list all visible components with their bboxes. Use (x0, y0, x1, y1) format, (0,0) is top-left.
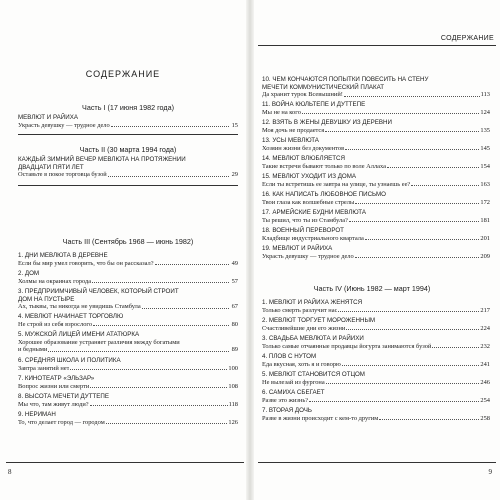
toc-chapter-title: 9. НЕРИМАН (18, 411, 56, 418)
divider (18, 185, 238, 186)
toc-subtitle: Если ты встретишь ее завтра на улице, ты узнаешь ее? (262, 180, 411, 188)
toc-chapter-title: 1. ДНИ МЕВЛЮТА В ДЕРЕВНЕ (18, 252, 108, 259)
toc-chapter-title: 2. ДОМ (18, 270, 40, 277)
toc-entry (262, 353, 490, 368)
toc-chapter-title: 17. АРМЕЙСКИЕ БУДНИ МЕВЛЮТА (262, 209, 366, 216)
toc-entry (262, 245, 490, 260)
toc-entry (262, 407, 490, 422)
toc-page-number: 241 (480, 360, 490, 368)
toc-subtitle: Разве в жизни происходит с кем-то другим (262, 414, 379, 422)
book-gutter (246, 0, 254, 500)
toc-subtitle: Украсть девушку — трудное дело (18, 121, 110, 129)
toc-subtitle: Еда вкусная, хоть я и говорю (262, 360, 341, 368)
toc-subtitle: Такие встречи бывают только по воле Аллаха (262, 162, 386, 170)
toc-entry (18, 331, 238, 354)
toc-chapter-title: 2. МЕВЛЮТ ТОРГУЕТ МОРОЖЕННЫМ (262, 317, 376, 324)
toc-page-number: 209 (480, 252, 490, 260)
toc-chapter-title: 14. МЕВЛЮТ ВЛЮБЛЯЕТСЯ (262, 155, 345, 162)
toc-entry (18, 313, 238, 328)
toc-entry (262, 137, 490, 152)
toc-chapter-title-cont: ДВАДЦАТИ ПЯТИ ЛЕТ (18, 163, 84, 171)
toc-subtitle: Хорошее образование устраняет различия между богатыми (18, 338, 180, 346)
toc-page-number: 145 (480, 144, 490, 152)
toc-subtitle: Вопрос жизни или смерти (18, 382, 90, 390)
toc-entry (262, 227, 490, 242)
toc-page-number: 100 (228, 364, 238, 372)
toc-page-number: 124 (480, 108, 490, 116)
toc-page-number: 89 (231, 346, 238, 354)
toc-entry (18, 252, 238, 267)
toc-chapter-title: 7. ВТОРАЯ ДОЧЬ (262, 407, 312, 414)
toc-entry (18, 375, 238, 390)
toc-entry (18, 270, 238, 285)
toc-chapter-title: 4. МЕВЛЮТ НАЧИНАЕТ ТОРГОВЛЮ (18, 313, 124, 320)
toc-chapter-title-cont: МЕЧЕТИ КОММУНИСТИЧЕСКИЙ ПЛАКАТ (262, 83, 385, 91)
toc-page-number: 15 (231, 121, 238, 129)
toc-chapter-title: МЕВЛЮТ И РАЙИХА (18, 114, 78, 121)
toc-subtitle: Хозяин жизни без документов (262, 144, 345, 152)
toc-chapter-title: 10. ЧЕМ КОНЧАЮТСЯ ПОПЫТКИ ПОВЕСИТЬ НА СТЕНУ (262, 76, 429, 83)
part-heading-1: Часть I (17 июня 1982 года) (82, 103, 174, 112)
toc-chapter-title: 3. ПРЕДПРИИМЧИВЫЙ ЧЕЛОВЕК, КОТОРЫЙ СТРОИТ (18, 288, 179, 295)
toc-subtitle: Да хранит турок Всевышний! (262, 91, 343, 99)
toc-entry (262, 101, 490, 116)
page-number-right: 9 (488, 468, 492, 476)
part-heading-2: Часть II (30 марта 1994 года) (79, 145, 177, 154)
toc-chapter-title: 3. СВАДЬБА МЕВЛЮТА И РАЙИХИ (262, 335, 364, 342)
toc-entry (18, 114, 238, 129)
toc-page-number: 254 (480, 396, 490, 404)
toc-subtitle: Мы что, там живут люди? (18, 400, 89, 408)
toc-subtitle: Только самые отчаянные продавцы йогурта занимаются бузой (262, 342, 432, 350)
toc-subtitle: Холмы на окраинах города (18, 277, 92, 285)
part-heading-3: Часть III (Сентябрь 1968 — июнь 1982) (62, 237, 194, 246)
toc-title: СОДЕРЖАНИЕ (85, 69, 161, 79)
toc-entry (262, 191, 490, 206)
toc-subtitle: Если бы мир умел говорить, что бы он рассказал? (18, 259, 154, 267)
toc-chapter-title: 15. МЕВЛЮТ УХОДИТ ИЗ ДОМА (262, 173, 356, 180)
toc-chapter-title: 1. МЕВЛЮТ И РАЙИХА ЖЕНЯТСЯ (262, 299, 363, 306)
toc-page-number: 246 (480, 378, 490, 386)
toc-entry (18, 411, 238, 426)
toc-page-number: 232 (480, 342, 490, 350)
toc-chapter-title: 6. СРЕДНЯЯ ШКОЛА И ПОЛИТИКА (18, 357, 121, 364)
toc-page-number: 172 (480, 198, 490, 206)
toc-subtitle: Моя дочь не продается (262, 126, 325, 134)
toc-entry (262, 299, 490, 314)
toc-subtitle-cont: и бедными (18, 346, 48, 354)
toc-entry (262, 389, 490, 404)
toc-page-number: 118 (228, 400, 238, 408)
footer-rule (6, 462, 244, 463)
toc-chapter-title: 11. ВОЙНА КЮЛЬТЕПЕ И ДУТТЕПЕ (262, 101, 366, 108)
toc-page-number: 29 (231, 171, 238, 179)
toc-entry (262, 209, 490, 224)
running-head: СОДЕРЖАНИЕ (440, 35, 494, 42)
toc-entry (262, 119, 490, 134)
toc-subtitle: Разве это жизнь? (262, 396, 309, 404)
toc-page-number: 217 (480, 306, 490, 314)
toc-page-number: 57 (231, 277, 238, 285)
toc-subtitle: Только смерть разлучит нас (262, 306, 338, 314)
toc-chapter-title: 8. ВЫСОТА МЕЧЕТИ ДУТТЕПЕ (18, 393, 109, 400)
part-heading-4: Часть IV (Июнь 1982 — март 1994) (313, 284, 431, 293)
toc-page-number: 258 (480, 414, 490, 422)
toc-entry (18, 156, 238, 179)
toc-page-number: 49 (231, 259, 238, 267)
toc-chapter-title: 6. САМИХА СБЕГАЕТ (262, 389, 325, 396)
toc-subtitle: Ты решил, что ты из Стамбула? (262, 216, 348, 224)
divider (18, 134, 238, 135)
page-number-left: 8 (8, 468, 12, 476)
toc-page-number: 67 (231, 303, 238, 311)
toc-subtitle: Не строй из себя взрослого (18, 320, 93, 328)
toc-page-number: 224 (480, 324, 490, 332)
toc-subtitle: Счастливейшие дни его жизни (262, 324, 346, 332)
toc-chapter-title: 5. МЕВЛЮТ СТАНОВИТСЯ ОТЦОМ (262, 371, 365, 378)
toc-subtitle: Мы не на кого (262, 108, 301, 116)
toc-chapter-title: 19. МЕВЛЮТ И РАЙИХА (262, 245, 333, 252)
toc-chapter-title: 16. КАК НАПИСАТЬ ЛЮБОВНОЕ ПИСЬМО (262, 191, 386, 198)
toc-subtitle: То, что делает город — городом (18, 418, 105, 426)
toc-page-number: 181 (480, 216, 490, 224)
footer-rule (258, 462, 496, 463)
toc-subtitle: Кладбище индустриального квартала (262, 234, 364, 242)
toc-page-number: 80 (231, 320, 238, 328)
toc-chapter-title: 18. ВОЕННЫЙ ПЕРЕВОРОТ (262, 227, 344, 234)
toc-chapter-title: 13. УСЫ МЕВЛЮТА (262, 137, 319, 144)
toc-subtitle: Ах, тыквы, ты никогда не увидишь Стамбула (18, 303, 141, 311)
toc-page-number: 126 (228, 418, 238, 426)
toc-chapter-title: 7. КИНОТЕАТР «ЭЛЬЗАР» (18, 375, 95, 382)
toc-chapter-title: 5. МУЖСКОЙ ЛИЦЕЙ ИМЕНИ АТАТЮРКА (18, 331, 140, 338)
toc-entry (262, 335, 490, 350)
toc-entry (262, 317, 490, 332)
toc-subtitle: Не вылезай из фургона (262, 378, 325, 386)
toc-page-number: 113 (480, 91, 490, 99)
toc-subtitle: Завтра занятий нет (18, 364, 70, 372)
toc-page-number: 154 (480, 162, 490, 170)
left-page (0, 0, 246, 500)
toc-page-number: 201 (480, 234, 490, 242)
toc-entry (262, 371, 490, 386)
toc-subtitle: Украсть девушку — трудное дело (262, 252, 354, 260)
toc-page-number: 108 (228, 382, 238, 390)
toc-subtitle: Оставьте в покое торговца бузой (18, 171, 107, 179)
toc-entry (18, 357, 238, 372)
toc-entry (262, 155, 490, 170)
toc-chapter-title: 12. ВЗЯТЬ В ЖЕНЫ ДЕВУШКУ ИЗ ДЕРЕВНИ (262, 119, 392, 126)
toc-entry (262, 76, 490, 99)
toc-page-number: 163 (480, 180, 490, 188)
toc-entry (18, 393, 238, 408)
toc-page-number: 135 (480, 126, 490, 134)
toc-chapter-title: КАЖДЫЙ ЗИМНИЙ ВЕЧЕР МЕВЛЮТА НА ПРОТЯЖЕНИИ (18, 156, 186, 163)
toc-entry (262, 173, 490, 188)
toc-entry (18, 288, 238, 311)
toc-subtitle: Твои глаза как волшебные стрелы (262, 198, 355, 206)
right-page (254, 0, 500, 500)
header-rule (258, 45, 496, 46)
toc-chapter-title-cont: ДОМ НА ПУСТЫРЕ (18, 295, 75, 303)
toc-chapter-title: 4. ПЛОВ С НУТОМ (262, 353, 317, 360)
